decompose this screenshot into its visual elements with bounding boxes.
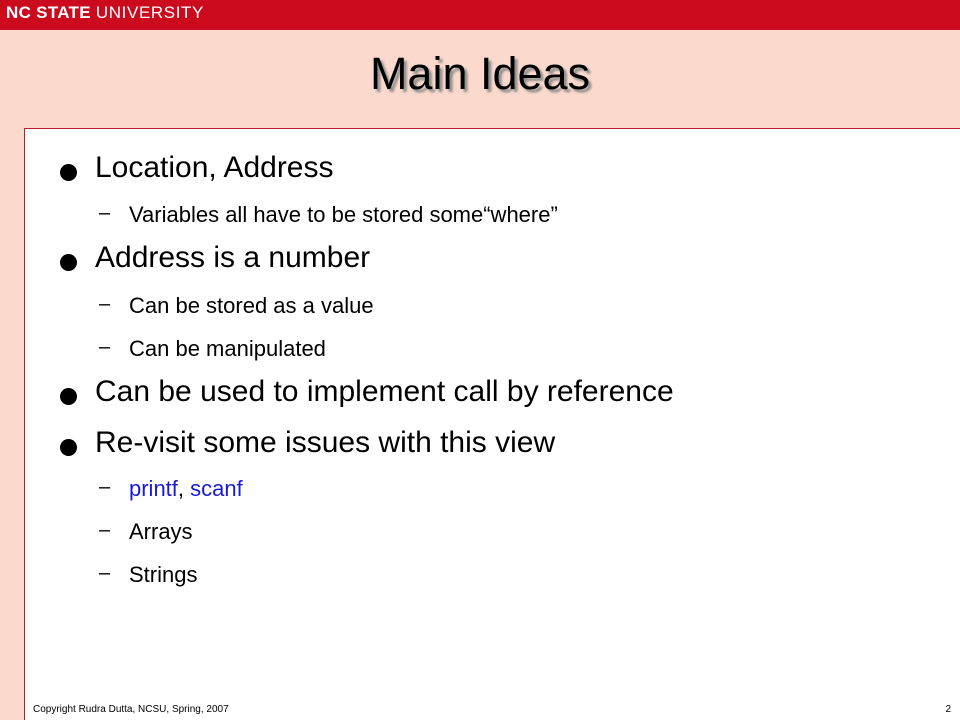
- sub-bullet-item: [99, 202, 558, 228]
- bullet-item: [95, 426, 555, 460]
- page-number: 2: [945, 704, 951, 715]
- bullet-item: [95, 151, 334, 185]
- printf-link: printf: [129, 476, 178, 501]
- sub-bullet-item: [99, 519, 193, 545]
- slide-title: Main Ideas: [369, 48, 591, 99]
- dash-icon: –: [99, 476, 111, 498]
- bullet-item: [95, 241, 370, 275]
- bullet-text: Re-visit some issues with this view: [95, 426, 556, 459]
- university-logo: [0, 0, 204, 30]
- logo-bold-text: NC STATE: [6, 3, 91, 22]
- dash-icon: –: [99, 336, 111, 358]
- logo-rest-text: UNIVERSITY: [95, 3, 204, 22]
- bullet-dot-icon: [60, 254, 77, 271]
- sub-bullet-text: Arrays: [129, 519, 193, 544]
- copyright-text: Copyright Rudra Dutta, NCSU, Spring, 2007: [33, 704, 229, 715]
- bullet-dot-icon: [60, 388, 77, 405]
- sub-bullet-item: [99, 476, 243, 502]
- sub-bullet-item: [99, 293, 374, 319]
- bullet-dot-icon: [60, 439, 77, 456]
- sub-bullet-text: Variables all have to be stored some“where”: [129, 202, 558, 227]
- separator-text: ,: [177, 476, 191, 501]
- bullet-text: Location, Address: [95, 151, 334, 184]
- dash-icon: –: [99, 202, 111, 224]
- sub-bullet-item: [99, 562, 198, 588]
- bullet-dot-icon: [60, 164, 77, 181]
- bullet-item: [95, 375, 674, 409]
- sub-bullet-item: [99, 336, 326, 362]
- sub-bullet-text: Can be manipulated: [129, 336, 326, 361]
- dash-icon: –: [99, 562, 111, 584]
- bullet-text: Address is a number: [95, 241, 371, 274]
- sub-bullet-text: Strings: [129, 562, 198, 587]
- scanf-link: scanf: [190, 476, 243, 501]
- bullet-text: Can be used to implement call by reference: [95, 375, 674, 408]
- dash-icon: –: [99, 293, 111, 315]
- sub-bullet-text: Can be stored as a value: [129, 293, 374, 318]
- content-area: [24, 128, 960, 720]
- dash-icon: –: [99, 519, 111, 541]
